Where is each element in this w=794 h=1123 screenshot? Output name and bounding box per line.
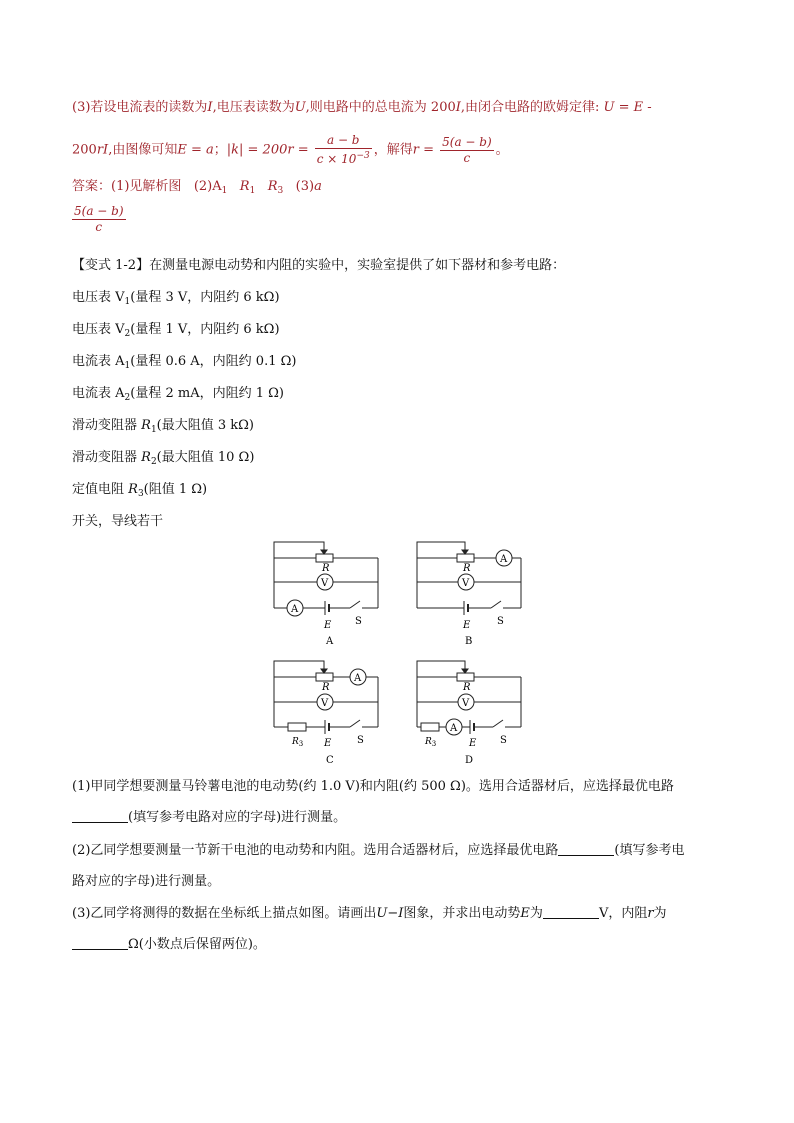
solution-line-2 — [72, 133, 509, 168]
circuit-caption: B — [465, 636, 473, 647]
subscript: 2 — [124, 329, 131, 339]
circuit-b-diagram — [405, 538, 535, 648]
r3-label — [291, 737, 303, 748]
circuit-d — [405, 657, 535, 767]
var-ri: rI — [96, 142, 109, 158]
var-i: I — [455, 100, 461, 115]
part-text: (3)乙同学将测得的数据在坐标纸上描点如图。请画出 — [72, 906, 377, 921]
question-part-3-cont — [72, 936, 266, 954]
fraction-k — [315, 133, 372, 167]
answer-r1: R — [239, 179, 250, 194]
item-text: 电压表 V — [72, 290, 125, 305]
equipment-item — [72, 353, 296, 375]
fraction-numerator: 5(a − b) — [74, 204, 124, 218]
item-text: (量程 1 V，内阻约 6 kΩ) — [130, 322, 280, 337]
answer-blank-4[interactable] — [72, 937, 128, 950]
ohm-law: U = E - — [603, 100, 652, 115]
answer-fraction — [72, 204, 126, 235]
var-u: U — [294, 100, 306, 115]
equipment-item — [72, 481, 207, 503]
solution-text: ,由图像可知 — [108, 142, 178, 158]
answer-fraction-line — [72, 204, 128, 235]
fraction-numerator: 5(a − b) — [442, 134, 492, 149]
item-text: 电流表 A — [72, 386, 125, 401]
question-part-1: (1)甲同学想要测量马铃薯电池的电动势(约 1.0 V)和内阻(约 500 Ω)。选用合适器材后，应选择最优电路 — [72, 779, 674, 794]
circuit-d-diagram — [405, 657, 535, 767]
solution-text: (3)若设电流表的读数为 — [72, 100, 208, 115]
item-text: (最大阻值 10 Ω) — [156, 450, 255, 465]
answer-line — [72, 178, 322, 200]
circuit-c-diagram — [262, 657, 392, 767]
subscript: 1 — [221, 186, 228, 196]
equipment-item — [72, 449, 254, 471]
var-i: I — [207, 100, 213, 115]
ammeter-label: A — [291, 604, 299, 615]
r3-subscript: 3 — [298, 740, 304, 748]
resistor-label: R — [463, 563, 471, 574]
battery-label: E — [324, 620, 332, 631]
voltmeter-label: V — [462, 698, 470, 709]
k-equation: |k| = 200r = — [226, 142, 309, 158]
part-text: (填写参考电路对应的字母)进行测量。 — [128, 810, 347, 825]
r3-letter: R — [292, 737, 299, 747]
circuit-caption: C — [326, 755, 334, 766]
fraction-r — [440, 135, 494, 166]
exponent: −3 — [356, 151, 370, 161]
e-equation: E = a — [177, 142, 214, 158]
equipment-item: 开关，导线若干 — [72, 514, 164, 529]
ammeter-label: A — [450, 723, 458, 734]
question-part-3 — [72, 905, 667, 923]
part-text: 为 — [653, 906, 667, 921]
item-text: (量程 3 V，内阻约 6 kΩ) — [130, 290, 280, 305]
item-text: 滑动变阻器 — [72, 418, 142, 433]
subscript: 1 — [249, 186, 256, 196]
voltmeter-label: V — [321, 578, 329, 589]
solution-text: ； — [213, 142, 227, 158]
switch-label: S — [355, 616, 362, 627]
subscript: 2 — [150, 457, 157, 467]
subscript: 3 — [137, 489, 144, 499]
answer-label: 答案： — [72, 179, 112, 194]
question-part-2 — [72, 842, 685, 860]
item-text: 定值电阻 — [72, 482, 129, 497]
circuit-b — [405, 538, 535, 648]
subscript: 3 — [277, 186, 284, 196]
circuit-a-diagram — [262, 538, 392, 648]
switch-label: S — [497, 616, 504, 627]
ui-graph-var: U−I — [376, 906, 404, 921]
answer-a: a — [314, 179, 322, 194]
solution-line-1 — [72, 99, 652, 117]
fraction-denominator — [315, 149, 372, 167]
answer-blank-3[interactable] — [543, 906, 599, 919]
voltmeter-label: V — [462, 578, 470, 589]
item-var: R — [128, 482, 138, 497]
fraction-denominator: c — [95, 220, 103, 234]
answer-blank-1[interactable] — [72, 810, 128, 823]
equipment-item — [72, 289, 280, 311]
circuit-a — [262, 538, 392, 648]
subscript: 1 — [124, 297, 131, 307]
solution-text: ,由闭合电路的欧姆定律: — [460, 100, 604, 115]
answer-part2: (2)A — [193, 179, 222, 194]
circuit-c — [262, 657, 392, 767]
fraction-den-text: c × 10 — [316, 152, 357, 166]
voltmeter-label: V — [321, 698, 329, 709]
item-text: (量程 0.6 A，内阻约 0.1 Ω) — [130, 354, 297, 369]
answer-part3: (3) — [295, 179, 315, 194]
circuit-caption: A — [326, 636, 334, 647]
item-var: R — [141, 450, 151, 465]
equipment-item — [72, 321, 280, 343]
part-text: V，内阻 — [598, 906, 648, 921]
question-title: 【变式 1-2】在测量电源电动势和内阻的实验中，实验室提供了如下器材和参考电路： — [72, 258, 566, 273]
resistor-label: R — [463, 682, 471, 693]
circuit-caption: D — [465, 755, 474, 766]
part-text: 图象，并求出电动势 — [403, 906, 521, 921]
var-r: r — [647, 906, 654, 921]
solution-text: 200 — [72, 142, 97, 158]
item-text: (量程 2 mA，内阻约 1 Ω) — [130, 386, 284, 401]
part-text: 为 — [529, 906, 543, 921]
r3-subscript: 3 — [431, 740, 437, 748]
equipment-item — [72, 417, 254, 439]
part-text: (填写参考电 — [614, 843, 685, 858]
item-var: R — [141, 418, 151, 433]
ammeter-label: A — [500, 554, 508, 565]
ammeter-label: A — [354, 673, 362, 684]
switch-label: S — [500, 735, 507, 746]
item-text: 电压表 V — [72, 322, 125, 337]
subscript: 1 — [150, 425, 157, 435]
solution-text: ,电压表读数为 — [212, 100, 295, 115]
equipment-item — [72, 385, 284, 407]
fraction-numerator: a − b — [315, 133, 372, 149]
solution-text: 。 — [495, 142, 509, 158]
battery-label: E — [324, 738, 332, 749]
question-part-2-cont: 路对应的字母)进行测量。 — [72, 874, 221, 889]
item-text: 滑动变阻器 — [72, 450, 142, 465]
part-text: Ω(小数点后保留两位)。 — [128, 937, 266, 952]
answer-r3: R — [267, 179, 278, 194]
solution-text: ,则电路中的总电流为 200 — [305, 100, 456, 115]
battery-label: E — [469, 738, 477, 749]
item-text: (阻值 1 Ω) — [143, 482, 208, 497]
subscript: 2 — [124, 393, 131, 403]
r3-letter: R — [425, 737, 432, 747]
switch-label: S — [357, 735, 364, 746]
var-e: E — [520, 906, 530, 921]
resistor-label: R — [322, 563, 330, 574]
item-text: (最大阻值 3 kΩ) — [156, 418, 255, 433]
resistor-label: R — [322, 682, 330, 693]
r-equation: r = — [412, 142, 434, 158]
fraction-denominator: c — [463, 150, 471, 165]
battery-label: E — [463, 620, 471, 631]
answer-part1: (1)见解析图 — [111, 179, 182, 194]
r3-label — [424, 737, 436, 748]
item-text: 电流表 A — [72, 354, 125, 369]
part-text: (2)乙同学想要测量一节新干电池的电动势和内阻。选用合适器材后，应选择最优电路 — [72, 843, 559, 858]
question-part-1-cont — [72, 809, 346, 827]
solution-text: ，解得 — [373, 142, 413, 158]
answer-blank-2[interactable] — [558, 843, 614, 856]
subscript: 1 — [124, 361, 131, 371]
